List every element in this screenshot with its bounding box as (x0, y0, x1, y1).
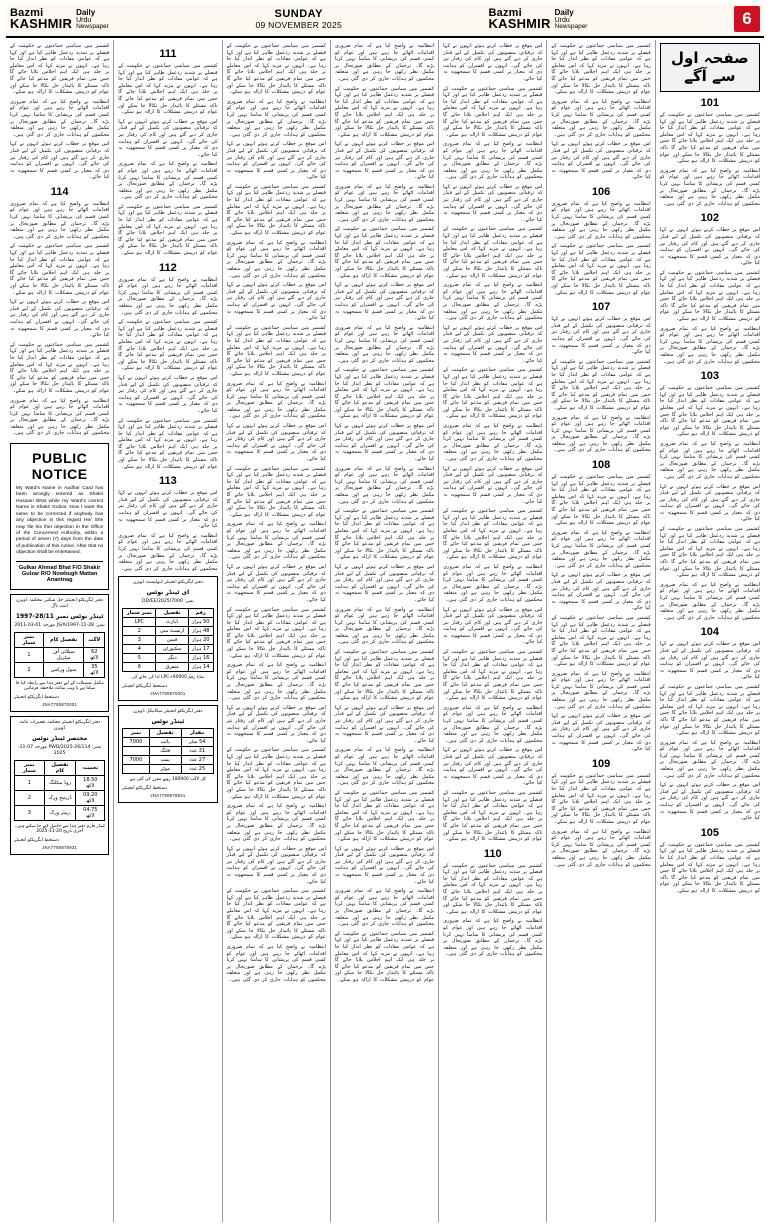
paragraph: انتظامیہ نے واضح کیا ہے کہ تمام ضروری اقدامات اٹھائے جا رہے ہیں اور عوام کو کسی قسم کی پریشانی کا سامنا نہیں کرنا پڑے گا۔ ترجمان کے مطابق صورتحال پر مکمل نظر رکھی جا رہی ہے اور متعلقہ محکموں کو ہدایات جاری کر دی گئی ہیں۔ (551, 670, 651, 710)
tender-cell: 2 (15, 662, 44, 677)
tender-notice-2 (10, 716, 109, 855)
paragraph: اس موقع پر خطاب کرتے ہوئے انہوں نے کہا کہ ترقیاتی منصوبوں کی تکمیل کے لیے فنڈز جاری کر دیے گئے ہیں اور کام کی رفتار تیز کی جائے گی۔ انہوں نے افسران کو ہدایت دی کہ معیار پر کسی قسم کا سمجھوتہ نہ کیا جائے۔ (334, 563, 435, 603)
table-row (123, 764, 213, 773)
story-number-111: 111 (159, 48, 177, 60)
logo-side3-right: Newspaper (554, 22, 588, 30)
paragraph: کشمیر میں سیاسی جماعتوں نے حکومت کے فیصلے پر شدید ردعمل ظاہر کیا ہے اور کہا ہے کہ عوامی مفادات کو نظر انداز کیا جا رہا ہے۔ انہوں نے مزید کہا کہ اس معاملے پر جلد ہی ایک اہم اجلاس بلایا جائے گا جس میں تمام فریقین کو مدعو کیا جائے گا تاکہ مسئلے کا پائیدار حل نکالا جا سکے اور عوام کو درپیش مشکلات کا ازالہ ہو سکے۔ (10, 43, 110, 96)
paragraph: انتظامیہ نے واضح کیا ہے کہ تمام ضروری اقدامات اٹھائے جا رہے ہیں اور عوام کو کسی قسم کی پریشانی کا سامنا نہیں کرنا پڑے گا۔ ترجمان کے مطابق صورتحال پر مکمل نظر رکھی جا رہی ہے اور متعلقہ محکموں کو ہدایات جاری کر دی گئی ہیں۔ (226, 239, 326, 279)
paragraph: اس موقع پر خطاب کرتے ہوئے انہوں نے کہا کہ ترقیاتی منصوبوں کی تکمیل کے لیے فنڈز جاری کر دیے گئے ہیں اور کام کی رفتار تیز کی جائے گی۔ انہوں نے افسران کو ہدایت دی کہ معیار پر کسی قسم کا سمجھوتہ نہ کیا جائے۔ (443, 606, 543, 646)
tender-signature: دستخط ایگزیکٹو انجینئر (122, 785, 168, 791)
tender-cell: روڈ میٹلنگ (44, 775, 76, 790)
tender-reference: نمبر: PWD/2025-26/114 مورخہ 07-11-2025 (17, 744, 102, 756)
paragraph: کشمیر میں سیاسی جماعتوں نے حکومت کے فیصلے پر شدید ردعمل ظاہر کیا ہے اور کہا ہے کہ عوامی مفادات کو نظر انداز کیا جا رہا ہے۔ انہوں نے مزید کہا کہ اس معاملے پر جلد ہی ایک اہم اجلاس بلایا جائے گا جس میں تمام فریقین کو مدعو کیا جائے گا تاکہ مسئلے کا پائیدار حل نکالا جا سکے اور عوام کو درپیش مشکلات کا ازالہ ہو سکے۔ (443, 367, 543, 420)
tender-code: JNA7780870001 (150, 690, 186, 696)
paragraph: کشمیر میں سیاسی جماعتوں نے حکومت کے فیصلے پر شدید ردعمل ظاہر کیا ہے اور کہا ہے کہ عوامی مفادات کو نظر انداز کیا جا رہا ہے۔ انہوں نے مزید کہا کہ اس معاملے پر جلد ہی ایک اہم اجلاس بلایا جائے گا جس میں تمام فریقین کو مدعو کیا جائے گا تاکہ مسئلے کا پائیدار حل نکالا جا سکے اور عوام کو درپیش مشکلات کا ازالہ ہو سکے۔ (551, 43, 651, 96)
paragraph: اس موقع پر خطاب کرتے ہوئے انہوں نے کہا کہ ترقیاتی منصوبوں کی تکمیل کے لیے فنڈز جاری کر دیے گئے ہیں اور کام کی رفتار تیز کی جائے گی۔ انہوں نے افسران کو ہدایت دی کہ معیار پر کسی قسم کا سمجھوتہ نہ کیا جائے۔ (659, 483, 760, 523)
logo-side2-right: Urdu (554, 16, 570, 24)
tender-cell: 18.50 لاکھ (76, 775, 105, 790)
tender-code: JNA7780878931 (150, 792, 186, 798)
tender-col-header: نمبر شمار (123, 609, 156, 618)
paragraph: انتظامیہ نے واضح کیا ہے کہ تمام ضروری اقدامات اٹھائے جا رہے ہیں اور عوام کو کسی قسم کی پریشانی کا سامنا نہیں کرنا پڑے گا۔ ترجمان کے مطابق صورتحال پر مکمل نظر رکھی جا رہی ہے اور متعلقہ محکموں کو ہدایات جاری کر دی گئی ہیں۔ (10, 200, 110, 240)
article-body (660, 112, 760, 207)
paragraph: اس موقع پر خطاب کرتے ہوئے انہوں نے کہا کہ ترقیاتی منصوبوں کی تکمیل کے لیے فنڈز جاری کر دیے گئے ہیں اور کام کی رفتار تیز کی جائے گی۔ انہوں نے افسران کو ہدایت دی کہ معیار پر کسی قسم کا سمجھوتہ نہ کیا جائے۔ (443, 747, 543, 787)
table-row (123, 627, 213, 636)
tender-cell: پمپ (149, 755, 181, 764)
paragraph: اس موقع پر خطاب کرتے ہوئے انہوں نے کہا کہ ترقیاتی منصوبوں کی تکمیل کے لیے فنڈز جاری کر دیے گئے ہیں اور کام کی رفتار تیز کی جائے گی۔ انہوں نے افسران کو ہدایت دی کہ معیار پر کسی قسم کا سمجھوتہ نہ کیا جائے۔ (334, 282, 435, 322)
paragraph: انتظامیہ نے واضح کیا ہے کہ تمام ضروری اقدامات اٹھائے جا رہے ہیں اور عوام کو کسی قسم کی پریشانی کا سامنا نہیں کرنا پڑے گا۔ ترجمان کے مطابق صورتحال پر مکمل نظر رکھی جا رہی ہے اور متعلقہ محکموں کو ہدایات جاری کر دی گئی ہیں۔ (659, 325, 760, 365)
paragraph: اس موقع پر خطاب کرتے ہوئے انہوں نے کہا کہ ترقیاتی منصوبوں کی تکمیل کے لیے فنڈز جاری کر دیے گئے ہیں اور کام کی رفتار تیز کی جائے گی۔ انہوں نے افسران کو ہدایت دی کہ معیار پر کسی قسم کا سمجھوتہ نہ کیا جائے۔ (334, 845, 435, 885)
tender-cell: 5 (123, 654, 156, 663)
tender-title: مختصر ٹینڈر نوٹس (32, 734, 88, 742)
date-label: 09 NOVEMBER 2025 (255, 20, 343, 30)
story-number-112: 112 (159, 261, 177, 274)
tender-footer: ٹینڈر فارم دفتر ہٰذا سے حاصل کیے جا سکتے ہیں۔ آخری تاریخ 20-11-2025 (14, 823, 105, 835)
paragraph: اس موقع پر خطاب کرتے ہوئے انہوں نے کہا کہ ترقیاتی منصوبوں کی تکمیل کے لیے فنڈز جاری کر دیے گئے ہیں اور کام کی رفتار تیز کی جائے گی۔ انہوں نے افسران کو ہدایت دی کہ معیار پر کسی قسم کا سمجھوتہ نہ کیا جائے۔ (226, 282, 326, 322)
tender-cell: 14 ہزار (188, 663, 213, 672)
continuation-banner (660, 43, 760, 92)
tender-cell: ڈرینیج ورک (44, 790, 76, 805)
paragraph: کشمیر میں سیاسی جماعتوں نے حکومت کے فیصلے پر شدید ردعمل ظاہر کیا ہے اور کہا ہے کہ عوامی مفادات کو نظر انداز کیا جا رہا ہے۔ انہوں نے مزید کہا کہ اس معاملے پر جلد ہی ایک اہم اجلاس بلایا جائے گا جس میں تمام فریقین کو مدعو کیا جائے گا تاکہ مسئلے کا پائیدار حل نکالا جا سکے اور عوام کو درپیش مشکلات کا ازالہ ہو سکے۔ (334, 226, 435, 279)
paragraph: انتظامیہ نے واضح کیا ہے کہ تمام ضروری اقدامات اٹھائے جا رہے ہیں اور عوام کو کسی قسم کی پریشانی کا سامنا نہیں کرنا پڑے گا۔ ترجمان کے مطابق صورتحال پر مکمل نظر رکھی جا رہی ہے اور متعلقہ محکموں کو ہدایات جاری کر دی گئی ہیں۔ (334, 465, 435, 505)
paragraph: کشمیر میں سیاسی جماعتوں نے حکومت کے فیصلے پر شدید ردعمل ظاہر کیا ہے اور کہا ہے کہ عوامی مفادات کو نظر انداز کیا جا رہا ہے۔ انہوں نے مزید کہا کہ اس معاملے پر جلد ہی ایک اہم اجلاس بلایا جائے گا جس میں تمام فریقین کو مدعو کیا جائے گا تاکہ مسئلے کا پائیدار حل نکالا جا سکے اور عوام کو درپیش مشکلات کا ازالہ ہو سکے۔ (659, 269, 760, 323)
table-row (123, 737, 213, 746)
tender-cell: 54 میٹر (181, 737, 213, 746)
paragraph: کشمیر میں سیاسی جماعتوں نے حکومت کے فیصلے پر شدید ردعمل ظاہر کیا ہے اور کہا ہے کہ عوامی مفادات کو نظر انداز کیا جا رہا ہے۔ انہوں نے مزید کہا کہ اس معاملے پر جلد ہی ایک اہم اجلاس بلایا جائے گا جس میں تمام فریقین کو مدعو کیا جائے گا تاکہ مسئلے کا پائیدار حل نکالا جا سکے اور عوام کو درپیش مشکلات کا ازالہ ہو سکے۔ (10, 341, 110, 394)
article-body (551, 474, 650, 753)
paragraph: کشمیر میں سیاسی جماعتوں نے حکومت کے فیصلے پر شدید ردعمل ظاہر کیا ہے اور کہا ہے کہ عوامی مفادات کو نظر انداز کیا جا رہا ہے۔ انہوں نے مزید کہا کہ اس معاملے پر جلد ہی ایک اہم اجلاس بلایا جائے گا جس میں تمام فریقین کو مدعو کیا جائے گا تاکہ مسئلے کا پائیدار حل نکالا جا سکے اور عوام کو درپیش مشکلات کا ازالہ ہو سکے۔ (10, 243, 110, 296)
paragraph: اس موقع پر خطاب کرتے ہوئے انہوں نے کہا کہ ترقیاتی منصوبوں کی تکمیل کے لیے فنڈز جاری کر دیے گئے ہیں اور کام کی رفتار تیز کی جائے گی۔ انہوں نے افسران کو ہدایت دی کہ معیار پر کسی قسم کا سمجھوتہ نہ کیا جائے۔ (551, 572, 651, 612)
paragraph: انتظامیہ نے واضح کیا ہے کہ تمام ضروری اقدامات اٹھائے جا رہے ہیں اور عوام کو کسی قسم کی پریشانی کا سامنا نہیں کرنا پڑے گا۔ ترجمان کے مطابق صورتحال پر مکمل نظر رکھی جا رہی ہے اور متعلقہ محکموں کو ہدایات جاری کر دی گئی ہیں۔ (551, 414, 651, 454)
tender-cell: 1 (15, 775, 45, 790)
tender-col-header: نمبر (123, 728, 149, 737)
logo-side1-right: Daily (554, 7, 574, 17)
paragraph: کشمیر میں سیاسی جماعتوں نے حکومت کے فیصلے پر شدید ردعمل ظاہر کیا ہے اور کہا ہے کہ عوامی مفادات کو نظر انداز کیا جا رہا ہے۔ انہوں نے مزید کہا کہ اس معاملے پر جلد ہی ایک اہم اجلاس بلایا جائے گا جس میں تمام فریقین کو مدعو کیا جائے گا تاکہ مسئلے کا پائیدار حل نکالا جا سکے اور عوام کو درپیش مشکلات کا ازالہ ہو سکے۔ (551, 243, 651, 296)
story-number-106: 106 (591, 185, 611, 198)
tender-cell: سول ورکس (43, 662, 83, 677)
tender-reference: نمبر: DD/EE/2025/7000 (142, 599, 194, 605)
tender-cell: 7000 (123, 755, 149, 764)
article-body (660, 385, 760, 621)
story-number-104: 104 (700, 626, 720, 639)
tender-cell: 04.75 لاکھ (76, 805, 105, 820)
column-6 (547, 40, 655, 1222)
paragraph: کشمیر میں سیاسی جماعتوں نے حکومت کے فیصلے پر شدید ردعمل ظاہر کیا ہے اور کہا ہے کہ عوامی مفادات کو نظر انداز کیا جا رہا ہے۔ انہوں نے مزید کہا کہ اس معاملے پر جلد ہی ایک اہم اجلاس بلایا جائے گا جس میں تمام فریقین کو مدعو کیا جائے گا تاکہ مسئلے کا پائیدار حل نکالا جا سکے اور عوام کو درپیش مشکلات کا ازالہ ہو سکے۔ (551, 474, 651, 527)
paragraph: انتظامیہ نے واضح کیا ہے کہ تمام ضروری اقدامات اٹھائے جا رہے ہیں اور عوام کو کسی قسم کی پریشانی کا سامنا نہیں کرنا پڑے گا۔ ترجمان کے مطابق صورتحال پر مکمل نظر رکھی جا رہی ہے اور متعلقہ محکموں کو ہدایات جاری کر دی گئی ہیں۔ (443, 282, 543, 322)
logo-side1: Daily (76, 7, 96, 17)
tender-cell: LPC (123, 618, 156, 627)
tender-department: دفتر ایگزیکٹو انجینئر جل شکتی محکمہ ڈویژن اننت ناگ (16, 597, 104, 609)
paragraph: اس موقع پر خطاب کرتے ہوئے انہوں نے کہا کہ ترقیاتی منصوبوں کی تکمیل کے لیے فنڈز جاری کر دیے گئے ہیں اور کام کی رفتار تیز کی جائے گی۔ انہوں نے افسران کو ہدایت دی کہ معیار پر کسی قسم کا سمجھوتہ نہ کیا جائے۔ (334, 423, 435, 463)
column-2 (114, 40, 222, 1222)
paragraph: انتظامیہ نے واضح کیا ہے کہ تمام ضروری اقدامات اٹھائے جا رہے ہیں اور عوام کو کسی قسم کی پریشانی کا سامنا نہیں کرنا پڑے گا۔ ترجمان کے مطابق صورتحال پر مکمل نظر رکھی جا رہی ہے اور متعلقہ محکموں کو ہدایات جاری کر دی گئی ہیں۔ (443, 918, 543, 958)
tender-table (14, 632, 105, 678)
logo-line1: Bazmi (10, 6, 44, 19)
table-row (123, 755, 213, 764)
paragraph: انتظامیہ نے واضح کیا ہے کہ تمام ضروری اقدامات اٹھائے جا رہے ہیں اور عوام کو کسی قسم کی پریشانی کا سامنا نہیں کرنا پڑے گا۔ ترجمان کے مطابق صورتحال پر مکمل نظر رکھی جا رہی ہے اور متعلقہ محکموں کو ہدایات جاری کر دی گئی ہیں۔ (334, 888, 435, 928)
paragraph: انتظامیہ نے واضح کیا ہے کہ تمام ضروری اقدامات اٹھائے جا رہے ہیں اور عوام کو کسی قسم کی پریشانی کا سامنا نہیں کرنا پڑے گا۔ ترجمان کے مطابق صورتحال پر مکمل نظر رکھی جا رہی ہے اور متعلقہ محکموں کو ہدایات جاری کر دی گئی ہیں۔ (118, 276, 218, 316)
tender-cell: ڈپازٹ (156, 618, 188, 627)
paragraph: انتظامیہ نے واضح کیا ہے کہ تمام ضروری اقدامات اٹھائے جا رہے ہیں اور عوام کو کسی قسم کی پریشانی کا سامنا نہیں کرنا پڑے گا۔ ترجمان کے مطابق صورتحال پر مکمل نظر رکھی جا رہی ہے اور متعلقہ محکموں کو ہدایات جاری کر دی گئی ہیں۔ (443, 423, 543, 463)
paragraph: کشمیر میں سیاسی جماعتوں نے حکومت کے فیصلے پر شدید ردعمل ظاہر کیا ہے اور کہا ہے کہ عوامی مفادات کو نظر انداز کیا جا رہا ہے۔ انہوں نے مزید کہا کہ اس معاملے پر جلد ہی ایک اہم اجلاس بلایا جائے گا جس میں تمام فریقین کو مدعو کیا جائے گا تاکہ مسئلے کا پائیدار حل نکالا جا سکے اور عوام کو درپیش مشکلات کا ازالہ ہو سکے۔ (118, 63, 218, 116)
paragraph: اس موقع پر خطاب کرتے ہوئے انہوں نے کہا کہ ترقیاتی منصوبوں کی تکمیل کے لیے فنڈز جاری کر دیے گئے ہیں اور کام کی رفتار تیز کی جائے گی۔ انہوں نے افسران کو ہدایت دی کہ معیار پر کسی قسم کا سمجھوتہ نہ کیا جائے۔ (334, 704, 435, 744)
table-row (123, 645, 213, 654)
paragraph: انتظامیہ نے واضح کیا ہے کہ تمام ضروری اقدامات اٹھائے جا رہے ہیں اور عوام کو کسی قسم کی پریشانی کا سامنا نہیں کرنا پڑے گا۔ ترجمان کے مطابق صورتحال پر مکمل نظر رکھی جا رہی ہے اور متعلقہ محکموں کو ہدایات جاری کر دی گئی ہیں۔ (551, 98, 651, 138)
tender-cell: 7000 (123, 737, 149, 746)
paragraph: اس موقع پر خطاب کرتے ہوئے انہوں نے کہا کہ ترقیاتی منصوبوں کی تکمیل کے لیے فنڈز جاری کر دیے گئے ہیں اور کام کی رفتار تیز کی جائے گی۔ انہوں نے افسران کو ہدایت دی کہ معیار پر کسی قسم کا سمجھوتہ نہ کیا جائے۔ (334, 141, 435, 181)
paragraph: کشمیر میں سیاسی جماعتوں نے حکومت کے فیصلے پر شدید ردعمل ظاہر کیا ہے اور کہا ہے کہ عوامی مفادات کو نظر انداز کیا جا رہا ہے۔ انہوں نے مزید کہا کہ اس معاملے پر جلد ہی ایک اہم اجلاس بلایا جائے گا جس میں تمام فریقین کو مدعو کیا جائے گا تاکہ مسئلے کا پائیدار حل نکالا جا سکے اور عوام کو درپیش مشکلات کا ازالہ ہو سکے۔ (659, 841, 760, 894)
paragraph: انتظامیہ نے واضح کیا ہے کہ تمام ضروری اقدامات اٹھائے جا رہے ہیں اور عوام کو کسی قسم کی پریشانی کا سامنا نہیں کرنا پڑے گا۔ ترجمان کے مطابق صورتحال پر مکمل نظر رکھی جا رہی ہے اور متعلقہ محکموں کو ہدایات جاری کر دی گئی ہیں۔ (10, 397, 110, 437)
paragraph: کشمیر میں سیاسی جماعتوں نے حکومت کے فیصلے پر شدید ردعمل ظاہر کیا ہے اور کہا ہے کہ عوامی مفادات کو نظر انداز کیا جا رہا ہے۔ انہوں نے مزید کہا کہ اس معاملے پر جلد ہی ایک اہم اجلاس بلایا جائے گا جس میں تمام فریقین کو مدعو کیا جائے گا تاکہ مسئلے کا پائیدار حل نکالا جا سکے اور عوام کو درپیش مشکلات کا ازالہ ہو سکے۔ (659, 683, 760, 737)
paragraph: انتظامیہ نے واضح کیا ہے کہ تمام ضروری اقدامات اٹھائے جا رہے ہیں اور عوام کو کسی قسم کی پریشانی کا سامنا نہیں کرنا پڑے گا۔ ترجمان کے مطابق صورتحال پر مکمل نظر رکھی جا رہی ہے اور متعلقہ محکموں کو ہدایات جاری کر دی گئی ہیں۔ (334, 606, 435, 646)
paragraph: کشمیر میں سیاسی جماعتوں نے حکومت کے فیصلے پر شدید ردعمل ظاہر کیا ہے اور کہا ہے کہ عوامی مفادات کو نظر انداز کیا جا رہا ہے۔ انہوں نے مزید کہا کہ اس معاملے پر جلد ہی ایک اہم اجلاس بلایا جائے گا جس میں تمام فریقین کو مدعو کیا جائے گا تاکہ مسئلے کا پائیدار حل نکالا جا سکے اور عوام کو درپیش مشکلات کا ازالہ ہو سکے۔ (551, 358, 651, 411)
tender-title: ٹینڈر نوٹس نمبر 28/11-1997 (15, 612, 104, 620)
public-notice-title: PUBLIC NOTICE (31, 450, 88, 483)
paragraph: اس موقع پر خطاب کرتے ہوئے انہوں نے کہا کہ ترقیاتی منصوبوں کی تکمیل کے لیے فنڈز جاری کر دیے گئے ہیں اور کام کی رفتار تیز کی جائے گی۔ انہوں نے افسران کو ہدایت دی کہ معیار پر کسی قسم کا سمجھوتہ نہ کیا جائے۔ (226, 845, 326, 885)
paragraph: کشمیر میں سیاسی جماعتوں نے حکومت کے فیصلے پر شدید ردعمل ظاہر کیا ہے اور کہا ہے کہ عوامی مفادات کو نظر انداز کیا جا رہا ہے۔ انہوں نے مزید کہا کہ اس معاملے پر جلد ہی ایک اہم اجلاس بلایا جائے گا جس میں تمام فریقین کو مدعو کیا جائے گا تاکہ مسئلے کا پائیدار حل نکالا جا سکے اور عوام کو درپیش مشکلات کا ازالہ ہو سکے۔ (659, 112, 760, 165)
paragraph: کشمیر میں سیاسی جماعتوں نے حکومت کے فیصلے پر شدید ردعمل ظاہر کیا ہے اور کہا ہے کہ عوامی مفادات کو نظر انداز کیا جا رہا ہے۔ انہوں نے مزید کہا کہ اس معاملے پر جلد ہی ایک اہم اجلاس بلایا جائے گا جس میں تمام فریقین کو مدعو کیا جائے گا تاکہ مسئلے کا پائیدار حل نکالا جا سکے اور عوام کو درپیش مشکلات کا ازالہ ہو سکے۔ (443, 508, 543, 561)
public-notice-text: My Ward's Name in Aadhar Card has been wrongly entered as Shakir Hussain Bhat while my Ward's correct Name is Shakir Gulzar. Now I want the same to be corrected if anybody has any objection in this regard He/ She may file his /her objection in the Office of the Concerned Authority, within a period of seven (7) days from the date of publication of this notice. After that no objection shall be entertained. (16, 486, 104, 556)
tender-signature: دستخط ایگزیکٹو انجینئر (14, 694, 59, 700)
paragraph: اس موقع پر خطاب کرتے ہوئے انہوں نے کہا کہ ترقیاتی منصوبوں کی تکمیل کے لیے فنڈز جاری کر دیے گئے ہیں اور کام کی رفتار تیز کی جائے گی۔ انہوں نے افسران کو ہدایت دی کہ معیار پر کسی قسم کا سمجھوتہ نہ کیا جائے۔ (443, 324, 543, 364)
paragraph: اس موقع پر خطاب کرتے ہوئے انہوں نے کہا کہ ترقیاتی منصوبوں کی تکمیل کے لیے فنڈز جاری کر دیے گئے ہیں اور کام کی رفتار تیز کی جائے گی۔ انہوں نے افسران کو ہدایت دی کہ معیار پر کسی قسم کا سمجھوتہ نہ کیا جائے۔ (226, 423, 326, 463)
article-body (551, 773, 650, 868)
tender-footer: مکمل تفصیلات کے لیے دفتر ہٰذا سے رابطہ کیا جا سکتا ہے یا ویب سائٹ ملاحظہ فرمائیں (15, 680, 104, 692)
paragraph: انتظامیہ نے واضح کیا ہے کہ تمام ضروری اقدامات اٹھائے جا رہے ہیں اور عوام کو کسی قسم کی پریشانی کا سامنا نہیں کرنا پڑے گا۔ ترجمان کے مطابق صورتحال پر مکمل نظر رکھی جا رہی ہے اور متعلقہ محکموں کو ہدایات جاری کر دی گئی ہیں۔ (443, 141, 543, 181)
logo-side3: Newspaper (76, 22, 109, 30)
tender-cell: 25 عدد (181, 764, 213, 773)
story-number-114: 114 (50, 185, 69, 198)
weekday-label: SUNDAY (274, 8, 323, 20)
paragraph: اس موقع پر خطاب کرتے ہوئے انہوں نے کہا کہ ترقیاتی منصوبوں کی تکمیل کے لیے فنڈز جاری کر دیے گئے ہیں اور کام کی رفتار تیز کی جائے گی۔ انہوں نے افسران کو ہدایت دی کہ معیار پر کسی قسم کا سمجھوتہ نہ کیا جائے۔ (443, 183, 543, 223)
paragraph: کشمیر میں سیاسی جماعتوں نے حکومت کے فیصلے پر شدید ردعمل ظاہر کیا ہے اور کہا ہے کہ عوامی مفادات کو نظر انداز کیا جا رہا ہے۔ انہوں نے مزید کہا کہ اس معاملے پر جلد ہی ایک اہم اجلاس بلایا جائے گا جس میں تمام فریقین کو مدعو کیا جائے گا تاکہ مسئلے کا پائیدار حل نکالا جا سکے اور عوام کو درپیش مشکلات کا ازالہ ہو سکے۔ (226, 747, 326, 800)
tender-cell: فیس (156, 636, 188, 645)
story-number-110: 110 (483, 847, 502, 860)
paragraph: انتظامیہ نے واضح کیا ہے کہ تمام ضروری اقدامات اٹھائے جا رہے ہیں اور عوام کو کسی قسم کی پریشانی کا سامنا نہیں کرنا پڑے گا۔ ترجمان کے مطابق صورتحال پر مکمل نظر رکھی جا رہی ہے اور متعلقہ محکموں کو ہدایات جاری کر دی گئی ہیں۔ (226, 380, 326, 420)
paragraph: کشمیر میں سیاسی جماعتوں نے حکومت کے فیصلے پر شدید ردعمل ظاہر کیا ہے اور کہا ہے کہ عوامی مفادات کو نظر انداز کیا جا رہا ہے۔ انہوں نے مزید کہا کہ اس معاملے پر جلد ہی ایک اہم اجلاس بلایا جائے گا جس میں تمام فریقین کو مدعو کیا جائے گا تاکہ مسئلے کا پائیدار حل نکالا جا سکے اور عوام کو درپیش مشکلات کا ازالہ ہو سکے۔ (443, 862, 543, 915)
table-row (123, 618, 213, 627)
story-number-113: 113 (159, 475, 177, 488)
tender-department: دفتر ایگزیکٹو انجینئر ڈیولپمنٹ ڈویژن (132, 580, 203, 586)
paragraph: کشمیر میں سیاسی جماعتوں نے حکومت کے فیصلے پر شدید ردعمل ظاہر کیا ہے اور کہا ہے کہ عوامی مفادات کو نظر انداز کیا جا رہا ہے۔ انہوں نے مزید کہا کہ اس معاملے پر جلد ہی ایک اہم اجلاس بلایا جائے گا جس میں تمام فریقین کو مدعو کیا جائے گا تاکہ مسئلے کا پائیدار حل نکالا جا سکے اور عوام کو درپیش مشکلات کا ازالہ ہو سکے۔ (118, 319, 218, 372)
paragraph: کشمیر میں سیاسی جماعتوں نے حکومت کے فیصلے پر شدید ردعمل ظاہر کیا ہے اور کہا ہے کہ عوامی مفادات کو نظر انداز کیا جا رہا ہے۔ انہوں نے مزید کہا کہ اس معاملے پر جلد ہی ایک اہم اجلاس بلایا جائے گا جس میں تمام فریقین کو مدعو کیا جائے گا تاکہ مسئلے کا پائیدار حل نکالا جا سکے اور عوام کو درپیش مشکلات کا ازالہ ہو سکے۔ (118, 417, 218, 470)
paragraph: کشمیر میں سیاسی جماعتوں نے حکومت کے فیصلے پر شدید ردعمل ظاہر کیا ہے اور کہا ہے کہ عوامی مفادات کو نظر انداز کیا جا رہا ہے۔ انہوں نے مزید کہا کہ اس معاملے پر جلد ہی ایک اہم اجلاس بلایا جائے گا جس میں تمام فریقین کو مدعو کیا جائے گا تاکہ مسئلے کا پائیدار حل نکالا جا سکے اور عوام کو درپیش مشکلات کا ازالہ ہو سکے۔ (551, 772, 651, 825)
public-notice (10, 443, 109, 589)
tender-footer: کل لاگت 180000 روپے مقرر کی گئی ہے (129, 776, 206, 782)
tender-cell: فٹنگ (149, 746, 181, 755)
paragraph: کشمیر میں سیاسی جماعتوں نے حکومت کے فیصلے پر شدید ردعمل ظاہر کیا ہے اور کہا ہے کہ عوامی مفادات کو نظر انداز کیا جا رہا ہے۔ انہوں نے مزید کہا کہ اس معاملے پر جلد ہی ایک اہم اجلاس بلایا جائے گا جس میں تمام فریقین کو مدعو کیا جائے گا تاکہ مسئلے کا پائیدار حل نکالا جا سکے اور عوام کو درپیش مشکلات کا ازالہ ہو سکے۔ (226, 888, 326, 941)
masthead-date-block (255, 8, 342, 30)
paragraph: اس موقع پر خطاب کرتے ہوئے انہوں نے کہا کہ ترقیاتی منصوبوں کی تکمیل کے لیے فنڈز جاری کر دیے گئے ہیں اور کام کی رفتار تیز کی جائے گی۔ انہوں نے افسران کو ہدایت دی کہ معیار پر کسی قسم کا سمجھوتہ نہ کیا جائے۔ (443, 465, 543, 505)
paragraph: اس موقع پر خطاب کرتے ہوئے انہوں نے کہا کہ ترقیاتی منصوبوں کی تکمیل کے لیے فنڈز جاری کر دیے گئے ہیں اور کام کی رفتار تیز کی جائے گی۔ انہوں نے افسران کو ہدایت دی کہ معیار پر کسی قسم کا سمجھوتہ نہ کیا جائے۔ (226, 704, 326, 744)
paragraph: انتظامیہ نے واضح کیا ہے کہ تمام ضروری اقدامات اٹھائے جا رہے ہیں اور عوام کو کسی قسم کی پریشانی کا سامنا نہیں کرنا پڑے گا۔ ترجمان کے مطابق صورتحال پر مکمل نظر رکھی جا رہی ہے اور متعلقہ محکموں کو ہدایات جاری کر دی گئی ہیں۔ (659, 167, 760, 207)
paragraph: کشمیر میں سیاسی جماعتوں نے حکومت کے فیصلے پر شدید ردعمل ظاہر کیا ہے اور کہا ہے کہ عوامی مفادات کو نظر انداز کیا جا رہا ہے۔ انہوں نے مزید کہا کہ اس معاملے پر جلد ہی ایک اہم اجلاس بلایا جائے گا جس میں تمام فریقین کو مدعو کیا جائے گا تاکہ مسئلے کا پائیدار حل نکالا جا سکے اور عوام کو درپیش مشکلات کا ازالہ ہو سکے۔ (334, 930, 435, 983)
tender-cell: دیگر (156, 654, 188, 663)
tender-cell: 16 ہزار (188, 654, 213, 663)
article-body (335, 43, 434, 984)
paragraph: انتظامیہ نے واضح کیا ہے کہ تمام ضروری اقدامات اٹھائے جا رہے ہیں اور عوام کو کسی قسم کی پریشانی کا سامنا نہیں کرنا پڑے گا۔ ترجمان کے مطابق صورتحال پر مکمل نظر رکھی جا رہی ہے اور متعلقہ محکموں کو ہدایات جاری کر دی گئی ہیں۔ (659, 440, 760, 480)
tender-table (122, 728, 213, 774)
masthead-right-logo (489, 8, 588, 31)
column-1 (6, 40, 114, 1222)
table-row (15, 775, 105, 790)
story-number-101: 101 (700, 97, 720, 109)
paragraph: اس موقع پر خطاب کرتے ہوئے انہوں نے کہا کہ ترقیاتی منصوبوں کی تکمیل کے لیے فنڈز جاری کر دیے گئے ہیں اور کام کی رفتار تیز کی جائے گی۔ انہوں نے افسران کو ہدایت دی کہ معیار پر کسی قسم کا سمجھوتہ نہ کیا جائے۔ (10, 141, 110, 181)
paragraph: اس موقع پر خطاب کرتے ہوئے انہوں نے کہا کہ ترقیاتی منصوبوں کی تکمیل کے لیے فنڈز جاری کر دیے گئے ہیں اور کام کی رفتار تیز کی جائے گی۔ انہوں نے افسران کو ہدایت دی کہ معیار پر کسی قسم کا سمجھوتہ نہ کیا جائے۔ (659, 227, 760, 267)
paragraph: اس موقع پر خطاب کرتے ہوئے انہوں نے کہا کہ ترقیاتی منصوبوں کی تکمیل کے لیے فنڈز جاری کر دیے گئے ہیں اور کام کی رفتار تیز کی جائے گی۔ انہوں نے افسران کو ہدایت دی کہ معیار پر کسی قسم کا سمجھوتہ نہ کیا جائے۔ (551, 141, 651, 181)
paragraph: انتظامیہ نے واضح کیا ہے کہ تمام ضروری اقدامات اٹھائے جا رہے ہیں اور عوام کو کسی قسم کی پریشانی کا سامنا نہیں کرنا پڑے گا۔ ترجمان کے مطابق صورتحال پر مکمل نظر رکھی جا رہی ہے اور متعلقہ محکموں کو ہدایات جاری کر دی گئی ہیں۔ (443, 704, 543, 744)
paragraph: کشمیر میں سیاسی جماعتوں نے حکومت کے فیصلے پر شدید ردعمل ظاہر کیا ہے اور کہا ہے کہ عوامی مفادات کو نظر انداز کیا جا رہا ہے۔ انہوں نے مزید کہا کہ اس معاملے پر جلد ہی ایک اہم اجلاس بلایا جائے گا جس میں تمام فریقین کو مدعو کیا جائے گا تاکہ مسئلے کا پائیدار حل نکالا جا سکے اور عوام کو درپیش مشکلات کا ازالہ ہو سکے۔ (226, 183, 326, 237)
paragraph: اس موقع پر خطاب کرتے ہوئے انہوں نے کہا کہ ترقیاتی منصوبوں کی تکمیل کے لیے فنڈز جاری کر دیے گئے ہیں اور کام کی رفتار تیز کی جائے گی۔ انہوں نے افسران کو ہدایت دی کہ معیار پر کسی قسم کا سمجھوتہ نہ کیا جائے۔ (659, 782, 760, 822)
table-row (15, 805, 105, 820)
tender-cell: 2 (15, 790, 45, 805)
tender-cell: 09.20 لاکھ (76, 790, 105, 805)
article-body (443, 863, 542, 958)
paragraph: انتظامیہ نے واضح کیا ہے کہ تمام ضروری اقدامات اٹھائے جا رہے ہیں اور عوام کو کسی قسم کی پریشانی کا سامنا نہیں کرنا پڑے گا۔ ترجمان کے مطابق صورتحال پر مکمل نظر رکھی جا رہی ہے اور متعلقہ محکموں کو ہدایات جاری کر دی گئی ہیں۔ (551, 200, 651, 240)
paragraph: انتظامیہ نے واضح کیا ہے کہ تمام ضروری اقدامات اٹھائے جا رہے ہیں اور عوام کو کسی قسم کی پریشانی کا سامنا نہیں کرنا پڑے گا۔ ترجمان کے مطابق صورتحال پر مکمل نظر رکھی جا رہی ہے اور متعلقہ محکموں کو ہدایات جاری کر دی گئی ہیں۔ (10, 98, 110, 138)
masthead-left-logo (10, 8, 109, 31)
tender-col-header: تفصیل کام (43, 632, 83, 647)
article-body (10, 43, 109, 181)
article-body (118, 277, 217, 471)
paragraph: انتظامیہ نے واضح کیا ہے کہ تمام ضروری اقدامات اٹھائے جا رہے ہیں اور عوام کو کسی قسم کی پریشانی کا سامنا نہیں کرنا پڑے گا۔ ترجمان کے مطابق صورتحال پر مکمل نظر رکھی جا رہی ہے اور متعلقہ محکموں کو ہدایات جاری کر دی گئی ہیں۔ (334, 183, 435, 223)
tender-col-header: تفصیل کام (44, 760, 76, 775)
paragraph: کشمیر میں سیاسی جماعتوں نے حکومت کے فیصلے پر شدید ردعمل ظاہر کیا ہے اور کہا ہے کہ عوامی مفادات کو نظر انداز کیا جا رہا ہے۔ انہوں نے مزید کہا کہ اس معاملے پر جلد ہی ایک اہم اجلاس بلایا جائے گا جس میں تمام فریقین کو مدعو کیا جائے گا تاکہ مسئلے کا پائیدار حل نکالا جا سکے اور عوام کو درپیش مشکلات کا ازالہ ہو سکے۔ (226, 465, 326, 518)
paragraph: اس موقع پر خطاب کرتے ہوئے انہوں نے کہا کہ ترقیاتی منصوبوں کی تکمیل کے لیے فنڈز جاری کر دیے گئے ہیں اور کام کی رفتار تیز کی جائے گی۔ انہوں نے افسران کو ہدایت دی کہ معیار پر کسی قسم کا سمجھوتہ نہ کیا جائے۔ (10, 299, 110, 339)
tender-col-header: مقدار (181, 728, 213, 737)
tender-notice-1 (10, 594, 109, 712)
tender-cell: ارنسٹ منی (156, 627, 188, 636)
column-7 (656, 40, 764, 1222)
tender-signature: دستخط ایگزیکٹو انجینئر (122, 683, 168, 689)
column-grid (6, 40, 764, 1222)
article-body (660, 227, 760, 365)
logo-line2: KASHMIR (10, 16, 73, 32)
tender-cell: 3 (15, 805, 45, 820)
column-4 (331, 40, 439, 1222)
page-number-badge: 6 (734, 6, 760, 32)
story-number-108: 108 (591, 459, 611, 472)
tender-col-header: نمبر شمار (15, 632, 44, 647)
tender-signature: دستخط ایگزیکٹو انجینئر (14, 837, 59, 843)
tender-cell: پائپ (149, 737, 181, 746)
paragraph: اس موقع پر خطاب کرتے ہوئے انہوں نے کہا کہ ترقیاتی منصوبوں کی تکمیل کے لیے فنڈز جاری کر دیے گئے ہیں اور کام کی رفتار تیز کی جائے گی۔ انہوں نے افسران کو ہدایت دی کہ معیار پر کسی قسم کا سمجھوتہ نہ کیا جائے۔ (443, 43, 543, 82)
paragraph: انتظامیہ نے واضح کیا ہے کہ تمام ضروری اقدامات اٹھائے جا رہے ہیں اور عوام کو کسی قسم کی پریشانی کا سامنا نہیں کرنا پڑے گا۔ ترجمان کے مطابق صورتحال پر مکمل نظر رکھی جا رہی ہے اور متعلقہ محکموں کو ہدایات جاری کر دی گئی ہیں۔ (334, 324, 435, 364)
paragraph: اس موقع پر خطاب کرتے ہوئے انہوں نے کہا کہ ترقیاتی منصوبوں کی تکمیل کے لیے فنڈز جاری کر دیے گئے ہیں اور کام کی رفتار تیز کی جائے گی۔ انہوں نے افسران کو ہدایت دی کہ معیار پر کسی قسم کا سمجھوتہ نہ کیا جائے۔ (551, 713, 651, 753)
banner-text: صفحہ اول سے آگے (671, 49, 749, 85)
paragraph: کشمیر میں سیاسی جماعتوں نے حکومت کے فیصلے پر شدید ردعمل ظاہر کیا ہے اور کہا ہے کہ عوامی مفادات کو نظر انداز کیا جا رہا ہے۔ انہوں نے مزید کہا کہ اس معاملے پر جلد ہی ایک اہم اجلاس بلایا جائے گا جس میں تمام فریقین کو مدعو کیا جائے گا تاکہ مسئلے کا پائیدار حل نکالا جا سکے اور عوام کو درپیش مشکلات کا ازالہ ہو سکے۔ (443, 85, 543, 138)
tender-col-header: تخمینہ (76, 760, 105, 775)
tender-cell: 3 (123, 636, 156, 645)
tender-cell: 50 ہزار (188, 618, 213, 627)
column-5 (439, 40, 547, 1222)
table-row (123, 654, 213, 663)
paragraph: کشمیر میں سیاسی جماعتوں نے حکومت کے فیصلے پر شدید ردعمل ظاہر کیا ہے اور کہا ہے کہ عوامی مفادات کو نظر انداز کیا جا رہا ہے۔ انہوں نے مزید کہا کہ اس معاملے پر جلد ہی ایک اہم اجلاس بلایا جائے گا جس میں تمام فریقین کو مدعو کیا جائے گا تاکہ مسئلے کا پائیدار حل نکالا جا سکے اور عوام کو درپیش مشکلات کا ازالہ ہو سکے۔ (226, 43, 326, 96)
logo-line2-right: KASHMIR (488, 16, 551, 32)
paragraph: انتظامیہ نے واضح کیا ہے کہ تمام ضروری اقدامات اٹھائے جا رہے ہیں اور عوام کو کسی قسم کی پریشانی کا سامنا نہیں کرنا پڑے گا۔ ترجمان کے مطابق صورتحال پر مکمل نظر رکھی جا رہی ہے اور متعلقہ محکموں کو ہدایات جاری کر دی گئی ہیں۔ (334, 747, 435, 787)
paragraph: کشمیر میں سیاسی جماعتوں نے حکومت کے فیصلے پر شدید ردعمل ظاہر کیا ہے اور کہا ہے کہ عوامی مفادات کو نظر انداز کیا جا رہا ہے۔ انہوں نے مزید کہا کہ اس معاملے پر جلد ہی ایک اہم اجلاس بلایا جائے گا جس میں تمام فریقین کو مدعو کیا جائے گا تاکہ مسئلے کا پائیدار حل نکالا جا سکے اور عوام کو درپیش مشکلات کا ازالہ ہو سکے۔ (659, 526, 760, 579)
story-number-109: 109 (591, 757, 611, 770)
tender-cell (123, 746, 149, 755)
tender-cell: رپیئر ورک (44, 805, 76, 820)
column-3 (223, 40, 331, 1222)
tender-cell (123, 764, 149, 773)
tender-col-header: تفصیل (156, 609, 188, 618)
tender-cell: 6 (123, 663, 156, 672)
tender-footer: بقایا رقم 60000+LPC ادا کی جائے گی (131, 675, 205, 681)
article-body (118, 490, 217, 572)
tender-col-header: نمبر شمار (15, 760, 45, 775)
paragraph: انتظامیہ نے واضح کیا ہے کہ تمام ضروری اقدامات اٹھائے جا رہے ہیں اور عوام کو کسی قسم کی پریشانی کا سامنا نہیں کرنا پڑے گا۔ ترجمان کے مطابق صورتحال پر مکمل نظر رکھی جا رہی ہے اور متعلقہ محکموں کو ہدایات جاری کر دی گئی ہیں۔ (226, 521, 326, 561)
paragraph: انتظامیہ نے واضح کیا ہے کہ تمام ضروری اقدامات اٹھائے جا رہے ہیں اور عوام کو کسی قسم کی پریشانی کا سامنا نہیں کرنا پڑے گا۔ ترجمان کے مطابق صورتحال پر مکمل نظر رکھی جا رہی ہے اور متعلقہ محکموں کو ہدایات جاری کر دی گئی ہیں۔ (334, 43, 435, 82)
tender-title: ای ٹینڈر نوٹس (146, 589, 190, 597)
paragraph: اس موقع پر خطاب کرتے ہوئے انہوں نے کہا کہ ترقیاتی منصوبوں کی تکمیل کے لیے فنڈز جاری کر دیے گئے ہیں اور کام کی رفتار تیز کی جائے گی۔ انہوں نے افسران کو ہدایت دی کہ معیار پر کسی قسم کا سمجھوتہ نہ کیا جائے۔ (118, 118, 218, 158)
paragraph: انتظامیہ نے واضح کیا ہے کہ تمام ضروری اقدامات اٹھائے جا رہے ہیں اور عوام کو کسی قسم کی پریشانی کا سامنا نہیں کرنا پڑے گا۔ ترجمان کے مطابق صورتحال پر مکمل نظر رکھی جا رہی ہے اور متعلقہ محکموں کو ہدایات جاری کر دی گئی ہیں۔ (118, 161, 218, 201)
paragraph: کشمیر میں سیاسی جماعتوں نے حکومت کے فیصلے پر شدید ردعمل ظاہر کیا ہے اور کہا ہے کہ عوامی مفادات کو نظر انداز کیا جا رہا ہے۔ انہوں نے مزید کہا کہ اس معاملے پر جلد ہی ایک اہم اجلاس بلایا جائے گا جس میں تمام فریقین کو مدعو کیا جائے گا تاکہ مسئلے کا پائیدار حل نکالا جا سکے اور عوام کو درپیش مشکلات کا ازالہ ہو سکے۔ (334, 85, 435, 138)
paragraph: انتظامیہ نے واضح کیا ہے کہ تمام ضروری اقدامات اٹھائے جا رہے ہیں اور عوام کو کسی قسم کی پریشانی کا سامنا نہیں کرنا پڑے گا۔ ترجمان کے مطابق صورتحال پر مکمل نظر رکھی جا رہی ہے اور متعلقہ محکموں کو ہدایات جاری کر دی گئی ہیں۔ (659, 739, 760, 779)
tender-cell: 2 (123, 627, 156, 636)
table-row (15, 662, 105, 677)
paragraph: کشمیر میں سیاسی جماعتوں نے حکومت کے فیصلے پر شدید ردعمل ظاہر کیا ہے اور کہا ہے کہ عوامی مفادات کو نظر انداز کیا جا رہا ہے۔ انہوں نے مزید کہا کہ اس معاملے پر جلد ہی ایک اہم اجلاس بلایا جائے گا جس میں تمام فریقین کو مدعو کیا جائے گا تاکہ مسئلے کا پائیدار حل نکالا جا سکے اور عوام کو درپیش مشکلات کا ازالہ ہو سکے۔ (334, 508, 435, 561)
paragraph: اس موقع پر خطاب کرتے ہوئے انہوں نے کہا کہ ترقیاتی منصوبوں کی تکمیل کے لیے فنڈز جاری کر دیے گئے ہیں اور کام کی رفتار تیز کی جائے گی۔ انہوں نے افسران کو ہدایت دی کہ معیار پر کسی قسم کا سمجھوتہ نہ کیا جائے۔ (226, 563, 326, 603)
tender-cell: 48 ہزار (188, 627, 213, 636)
tender-cell: سکیورٹی (156, 645, 188, 654)
article-body (551, 316, 650, 454)
paragraph: اس موقع پر خطاب کرتے ہوئے انہوں نے کہا کہ ترقیاتی منصوبوں کی تکمیل کے لیے فنڈز جاری کر دیے گئے ہیں اور کام کی رفتار تیز کی جائے گی۔ انہوں نے افسران کو ہدایت دی کہ معیار پر کسی قسم کا سمجھوتہ نہ کیا جائے۔ (659, 641, 760, 681)
tender-reference: نمبر: JS/A/1997-11-28 مورخہ 01-03-2011 (14, 622, 105, 628)
logo-side2: Urdu (76, 16, 92, 24)
article-body (551, 201, 650, 296)
story-number-107: 107 (591, 301, 611, 314)
paragraph: کشمیر میں سیاسی جماعتوں نے حکومت کے فیصلے پر شدید ردعمل ظاہر کیا ہے اور کہا ہے کہ عوامی مفادات کو نظر انداز کیا جا رہا ہے۔ انہوں نے مزید کہا کہ اس معاملے پر جلد ہی ایک اہم اجلاس بلایا جائے گا جس میں تمام فریقین کو مدعو کیا جائے گا تاکہ مسئلے کا پائیدار حل نکالا جا سکے اور عوام کو درپیش مشکلات کا ازالہ ہو سکے۔ (334, 789, 435, 843)
paragraph: اس موقع پر خطاب کرتے ہوئے انہوں نے کہا کہ ترقیاتی منصوبوں کی تکمیل کے لیے فنڈز جاری کر دیے گئے ہیں اور کام کی رفتار تیز کی جائے گی۔ انہوں نے افسران کو ہدایت دی کہ معیار پر کسی قسم کا سمجھوتہ نہ کیا جائے۔ (118, 490, 218, 530)
story-number-105: 105 (700, 826, 720, 839)
tender-cell: 31 عدد (181, 746, 213, 755)
tender-code: JNA7780878931 (42, 844, 78, 850)
tender-notice-3 (118, 576, 217, 701)
paragraph: کشمیر میں سیاسی جماعتوں نے حکومت کے فیصلے پر شدید ردعمل ظاہر کیا ہے اور کہا ہے کہ عوامی مفادات کو نظر انداز کیا جا رہا ہے۔ انہوں نے مزید کہا کہ اس معاملے پر جلد ہی ایک اہم اجلاس بلایا جائے گا جس میں تمام فریقین کو مدعو کیا جائے گا تاکہ مسئلے کا پائیدار حل نکالا جا سکے اور عوام کو درپیش مشکلات کا ازالہ ہو سکے۔ (443, 789, 543, 843)
tender-table (122, 608, 213, 672)
story-number-102: 102 (700, 212, 720, 225)
paragraph: کشمیر میں سیاسی جماعتوں نے حکومت کے فیصلے پر شدید ردعمل ظاہر کیا ہے اور کہا ہے کہ عوامی مفادات کو نظر انداز کیا جا رہا ہے۔ انہوں نے مزید کہا کہ اس معاملے پر جلد ہی ایک اہم اجلاس بلایا جائے گا جس میں تمام فریقین کو مدعو کیا جائے گا تاکہ مسئلے کا پائیدار حل نکالا جا سکے اور عوام کو درپیش مشکلات کا ازالہ ہو سکے۔ (334, 649, 435, 702)
paragraph: انتظامیہ نے واضح کیا ہے کہ تمام ضروری اقدامات اٹھائے جا رہے ہیں اور عوام کو کسی قسم کی پریشانی کا سامنا نہیں کرنا پڑے گا۔ ترجمان کے مطابق صورتحال پر مکمل نظر رکھی جا رہی ہے اور متعلقہ محکموں کو ہدایات جاری کر دی گئی ہیں۔ (118, 532, 218, 572)
article-body (118, 63, 217, 257)
tender-cell: موٹر (149, 764, 181, 773)
table-row (123, 746, 213, 755)
tender-cell: 62 لاکھ (84, 647, 105, 662)
paragraph: کشمیر میں سیاسی جماعتوں نے حکومت کے فیصلے پر شدید ردعمل ظاہر کیا ہے اور کہا ہے کہ عوامی مفادات کو نظر انداز کیا جا رہا ہے۔ انہوں نے مزید کہا کہ اس معاملے پر جلد ہی ایک اہم اجلاس بلایا جائے گا جس میں تمام فریقین کو مدعو کیا جائے گا تاکہ مسئلے کا پائیدار حل نکالا جا سکے اور عوام کو درپیش مشکلات کا ازالہ ہو سکے۔ (226, 324, 326, 377)
tender-cell: 1 (15, 647, 44, 662)
article-body (227, 43, 326, 984)
table-row (15, 647, 105, 662)
paragraph: کشمیر میں سیاسی جماعتوں نے حکومت کے فیصلے پر شدید ردعمل ظاہر کیا ہے اور کہا ہے کہ عوامی مفادات کو نظر انداز کیا جا رہا ہے۔ انہوں نے مزید کہا کہ اس معاملے پر جلد ہی ایک اہم اجلاس بلایا جائے گا جس میں تمام فریقین کو مدعو کیا جائے گا تاکہ مسئلے کا پائیدار حل نکالا جا سکے اور عوام کو درپیش مشکلات کا ازالہ ہو سکے۔ (443, 226, 543, 279)
tender-department: دفتر ایگزیکٹو انجینئر محکمہ تعمیرات عامہ ڈویژن (19, 719, 101, 731)
paragraph: اس موقع پر خطاب کرتے ہوئے انہوں نے کہا کہ ترقیاتی منصوبوں کی تکمیل کے لیے فنڈز جاری کر دیے گئے ہیں اور کام کی رفتار تیز کی جائے گی۔ انہوں نے افسران کو ہدایت دی کہ معیار پر کسی قسم کا سمجھوتہ نہ کیا جائے۔ (551, 316, 651, 356)
story-number-103: 103 (700, 370, 720, 383)
tender-table (14, 760, 105, 821)
paragraph: انتظامیہ نے واضح کیا ہے کہ تمام ضروری اقدامات اٹھائے جا رہے ہیں اور عوام کو کسی قسم کی پریشانی کا سامنا نہیں کرنا پڑے گا۔ ترجمان کے مطابق صورتحال پر مکمل نظر رکھی جا رہی ہے اور متعلقہ محکموں کو ہدایات جاری کر دی گئی ہیں۔ (226, 803, 326, 843)
article-body (10, 201, 109, 437)
article-body (660, 641, 760, 821)
public-notice-signature: Gulkar Ahmad Bhat F/O Shakir Gulzar R/O Nowbugh Mattan Anantnag (16, 561, 103, 583)
tender-cell: 17 ہزار (188, 645, 213, 654)
logo-line1-right: Bazmi (488, 6, 522, 19)
tender-cell: 20 ہزار (188, 636, 213, 645)
paragraph: انتظامیہ نے واضح کیا ہے کہ تمام ضروری اقدامات اٹھائے جا رہے ہیں اور عوام کو کسی قسم کی پریشانی کا سامنا نہیں کرنا پڑے گا۔ ترجمان کے مطابق صورتحال پر مکمل نظر رکھی جا رہی ہے اور متعلقہ محکموں کو ہدایات جاری کر دی گئی ہیں۔ (443, 563, 543, 603)
paragraph: کشمیر میں سیاسی جماعتوں نے حکومت کے فیصلے پر شدید ردعمل ظاہر کیا ہے اور کہا ہے کہ عوامی مفادات کو نظر انداز کیا جا رہا ہے۔ انہوں نے مزید کہا کہ اس معاملے پر جلد ہی ایک اہم اجلاس بلایا جائے گا جس میں تمام فریقین کو مدعو کیا جائے گا تاکہ مسئلے کا پائیدار حل نکالا جا سکے اور عوام کو درپیش مشکلات کا ازالہ ہو سکے۔ (443, 649, 543, 702)
paragraph: کشمیر میں سیاسی جماعتوں نے حکومت کے فیصلے پر شدید ردعمل ظاہر کیا ہے اور کہا ہے کہ عوامی مفادات کو نظر انداز کیا جا رہا ہے۔ انہوں نے مزید کہا کہ اس معاملے پر جلد ہی ایک اہم اجلاس بلایا جائے گا جس میں تمام فریقین کو مدعو کیا جائے گا تاکہ مسئلے کا پائیدار حل نکالا جا سکے اور عوام کو درپیش مشکلات کا ازالہ ہو سکے۔ (551, 614, 651, 668)
tender-department: دفتر ایگزیکٹو انجینئر میکانیکل ڈویژن (133, 708, 203, 714)
paragraph: انتظامیہ نے واضح کیا ہے کہ تمام ضروری اقدامات اٹھائے جا رہے ہیں اور عوام کو کسی قسم کی پریشانی کا سامنا نہیں کرنا پڑے گا۔ ترجمان کے مطابق صورتحال پر مکمل نظر رکھی جا رہی ہے اور متعلقہ محکموں کو ہدایات جاری کر دی گئی ہیں۔ (551, 529, 651, 569)
paragraph: انتظامیہ نے واضح کیا ہے کہ تمام ضروری اقدامات اٹھائے جا رہے ہیں اور عوام کو کسی قسم کی پریشانی کا سامنا نہیں کرنا پڑے گا۔ ترجمان کے مطابق صورتحال پر مکمل نظر رکھی جا رہی ہے اور متعلقہ محکموں کو ہدایات جاری کر دی گئی ہیں۔ (659, 581, 760, 621)
table-row (15, 790, 105, 805)
paragraph: انتظامیہ نے واضح کیا ہے کہ تمام ضروری اقدامات اٹھائے جا رہے ہیں اور عوام کو کسی قسم کی پریشانی کا سامنا نہیں کرنا پڑے گا۔ ترجمان کے مطابق صورتحال پر مکمل نظر رکھی جا رہی ہے اور متعلقہ محکموں کو ہدایات جاری کر دی گئی ہیں۔ (551, 828, 651, 868)
tender-col-header: لاگت (84, 632, 105, 647)
table-row (123, 636, 213, 645)
tender-cell: متفرق (156, 663, 188, 672)
tender-cell: سپلائی آف میٹریل (43, 647, 83, 662)
masthead (6, 4, 764, 38)
paragraph: کشمیر میں سیاسی جماعتوں نے حکومت کے فیصلے پر شدید ردعمل ظاہر کیا ہے اور کہا ہے کہ عوامی مفادات کو نظر انداز کیا جا رہا ہے۔ انہوں نے مزید کہا کہ اس معاملے پر جلد ہی ایک اہم اجلاس بلایا جائے گا جس میں تمام فریقین کو مدعو کیا جائے گا تاکہ مسئلے کا پائیدار حل نکالا جا سکے اور عوام کو درپیش مشکلات کا ازالہ ہو سکے۔ (118, 203, 218, 257)
paragraph: اس موقع پر خطاب کرتے ہوئے انہوں نے کہا کہ ترقیاتی منصوبوں کی تکمیل کے لیے فنڈز جاری کر دیے گئے ہیں اور کام کی رفتار تیز کی جائے گی۔ انہوں نے افسران کو ہدایت دی کہ معیار پر کسی قسم کا سمجھوتہ نہ کیا جائے۔ (226, 141, 326, 181)
paragraph: کشمیر میں سیاسی جماعتوں نے حکومت کے فیصلے پر شدید ردعمل ظاہر کیا ہے اور کہا ہے کہ عوامی مفادات کو نظر انداز کیا جا رہا ہے۔ انہوں نے مزید کہا کہ اس معاملے پر جلد ہی ایک اہم اجلاس بلایا جائے گا جس میں تمام فریقین کو مدعو کیا جائے گا تاکہ مسئلے کا پائیدار حل نکالا جا سکے اور عوام کو درپیش مشکلات کا ازالہ ہو سکے۔ (226, 606, 326, 659)
tender-title: ٹینڈر نوٹس (151, 717, 185, 725)
paragraph: اس موقع پر خطاب کرتے ہوئے انہوں نے کہا کہ ترقیاتی منصوبوں کی تکمیل کے لیے فنڈز جاری کر دیے گئے ہیں اور کام کی رفتار تیز کی جائے گی۔ انہوں نے افسران کو ہدایت دی کہ معیار پر کسی قسم کا سمجھوتہ نہ کیا جائے۔ (118, 374, 218, 414)
tender-cell: 35 لاکھ (84, 662, 105, 677)
paragraph: انتظامیہ نے واضح کیا ہے کہ تمام ضروری اقدامات اٹھائے جا رہے ہیں اور عوام کو کسی قسم کی پریشانی کا سامنا نہیں کرنا پڑے گا۔ ترجمان کے مطابق صورتحال پر مکمل نظر رکھی جا رہی ہے اور متعلقہ محکموں کو ہدایات جاری کر دی گئی ہیں۔ (226, 944, 326, 983)
tender-cell: 4 (123, 645, 156, 654)
paragraph: کشمیر میں سیاسی جماعتوں نے حکومت کے فیصلے پر شدید ردعمل ظاہر کیا ہے اور کہا ہے کہ عوامی مفادات کو نظر انداز کیا جا رہا ہے۔ انہوں نے مزید کہا کہ اس معاملے پر جلد ہی ایک اہم اجلاس بلایا جائے گا جس میں تمام فریقین کو مدعو کیا جائے گا تاکہ مسئلے کا پائیدار حل نکالا جا سکے اور عوام کو درپیش مشکلات کا ازالہ ہو سکے۔ (334, 367, 435, 420)
tender-cell: 27 عدد (181, 755, 213, 764)
tender-notice-4 (118, 705, 217, 803)
tender-code: JNA7780870001 (42, 701, 78, 707)
tender-col-header: تفصیل (149, 728, 181, 737)
paragraph: کشمیر میں سیاسی جماعتوں نے حکومت کے فیصلے پر شدید ردعمل ظاہر کیا ہے اور کہا ہے کہ عوامی مفادات کو نظر انداز کیا جا رہا ہے۔ انہوں نے مزید کہا کہ اس معاملے پر جلد ہی ایک اہم اجلاس بلایا جائے گا جس میں تمام فریقین کو مدعو کیا جائے گا تاکہ مسئلے کا پائیدار حل نکالا جا سکے اور عوام کو درپیش مشکلات کا ازالہ ہو سکے۔ (659, 385, 760, 438)
tender-col-header: رقم (188, 609, 213, 618)
article-body (551, 43, 650, 181)
article-body (660, 842, 760, 895)
article-body (443, 43, 542, 843)
table-row (123, 663, 213, 672)
paragraph: انتظامیہ نے واضح کیا ہے کہ تمام ضروری اقدامات اٹھائے جا رہے ہیں اور عوام کو کسی قسم کی پریشانی کا سامنا نہیں کرنا پڑے گا۔ ترجمان کے مطابق صورتحال پر مکمل نظر رکھی جا رہی ہے اور متعلقہ محکموں کو ہدایات جاری کر دی گئی ہیں۔ (226, 98, 326, 138)
paragraph: انتظامیہ نے واضح کیا ہے کہ تمام ضروری اقدامات اٹھائے جا رہے ہیں اور عوام کو کسی قسم کی پریشانی کا سامنا نہیں کرنا پڑے گا۔ ترجمان کے مطابق صورتحال پر مکمل نظر رکھی جا رہی ہے اور متعلقہ محکموں کو ہدایات جاری کر دی گئی ہیں۔ (226, 662, 326, 702)
